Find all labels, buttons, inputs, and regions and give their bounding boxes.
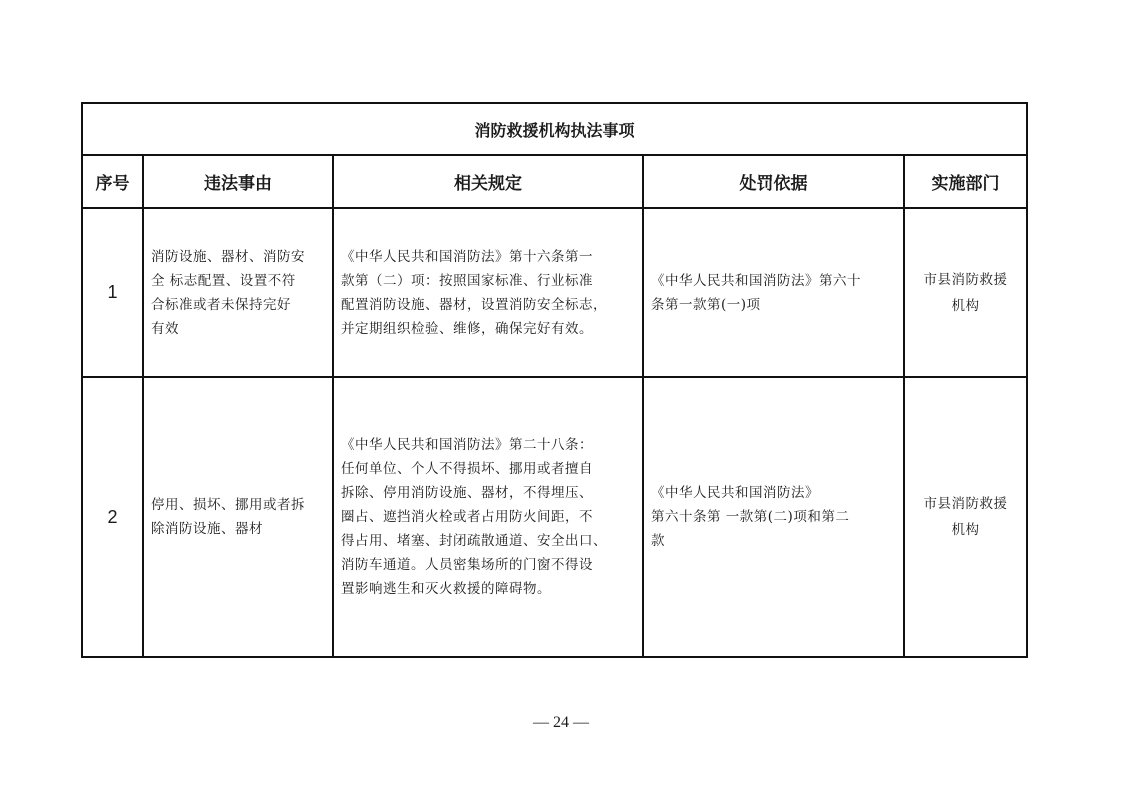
row-reason — [143, 208, 333, 377]
text-line: 置影响逃生和灭火救援的障碍物。 — [341, 581, 551, 597]
header-dept: 实施部门 — [904, 155, 1027, 208]
row-basis — [643, 208, 904, 377]
text-line: 机构 — [951, 522, 980, 538]
text-line: 配置消防设施、器材，设置消防安全标志， — [341, 296, 607, 313]
text-line: 除消防设施、器材 — [151, 521, 263, 537]
text-line: 合标准或者未保持完好 — [151, 296, 291, 313]
text-line: 《中华人民共和国消防法》第六十 — [651, 272, 861, 289]
row-reason — [143, 377, 333, 657]
text-line: 消防设施、器材、消防安 — [151, 248, 305, 265]
row-regulation — [333, 377, 643, 657]
text-line: 并定期组织检验、维修，确保完好有效。 — [341, 320, 593, 337]
text-line: 《中华人民共和国消防法》 — [651, 485, 819, 501]
row-dept — [904, 208, 1027, 377]
text-line: 消防车通道。人员密集场所的门窗不得设 — [341, 557, 593, 573]
header-regulation: 相关规定 — [333, 155, 643, 208]
text-line: 市县消防救援 — [923, 496, 1008, 512]
text-line: 停用、损坏、挪用或者拆 — [151, 497, 305, 513]
text-line: 款 — [651, 533, 665, 549]
header-basis: 处罚依据 — [643, 155, 904, 208]
text-line: 条第一款第(一)项 — [651, 296, 761, 313]
text-line: 拆除、停用消防设施、器材，不得埋压、 — [341, 485, 593, 501]
header-seq: 序号 — [82, 155, 143, 208]
row-regulation — [333, 208, 643, 377]
header-reason: 违法事由 — [143, 155, 333, 208]
table-row — [82, 377, 1027, 657]
table-row — [82, 208, 1027, 377]
text-line: 机构 — [951, 297, 980, 314]
text-line: 任何单位、个人不得损坏、挪用或者擅自 — [341, 461, 593, 477]
row-seq: 1 — [82, 208, 143, 377]
table-title: 消防救援机构执法事项 — [82, 103, 1027, 155]
row-seq: 2 — [82, 377, 143, 657]
enforcement-table — [81, 102, 1028, 658]
row-basis — [643, 377, 904, 657]
text-line: 有效 — [151, 320, 179, 337]
text-line: 市县消防救援 — [923, 271, 1008, 288]
row-dept — [904, 377, 1027, 657]
text-line: 全 标志配置、设置不符 — [151, 272, 296, 289]
text-line: 得占用、堵塞、封闭疏散通道、安全出口、 — [341, 533, 607, 549]
text-line: 《中华人民共和国消防法》第二十八条： — [341, 437, 593, 453]
text-line: 《中华人民共和国消防法》第十六条第一 — [341, 248, 593, 265]
text-line: 圈占、遮挡消火栓或者占用防火间距，不 — [341, 509, 593, 525]
text-line: 第六十条第 一款第(二)项和第二 — [651, 509, 850, 525]
page-number: — 24 — — [533, 714, 589, 731]
text-line: 款第（二）项：按照国家标准、行业标准 — [341, 272, 593, 289]
